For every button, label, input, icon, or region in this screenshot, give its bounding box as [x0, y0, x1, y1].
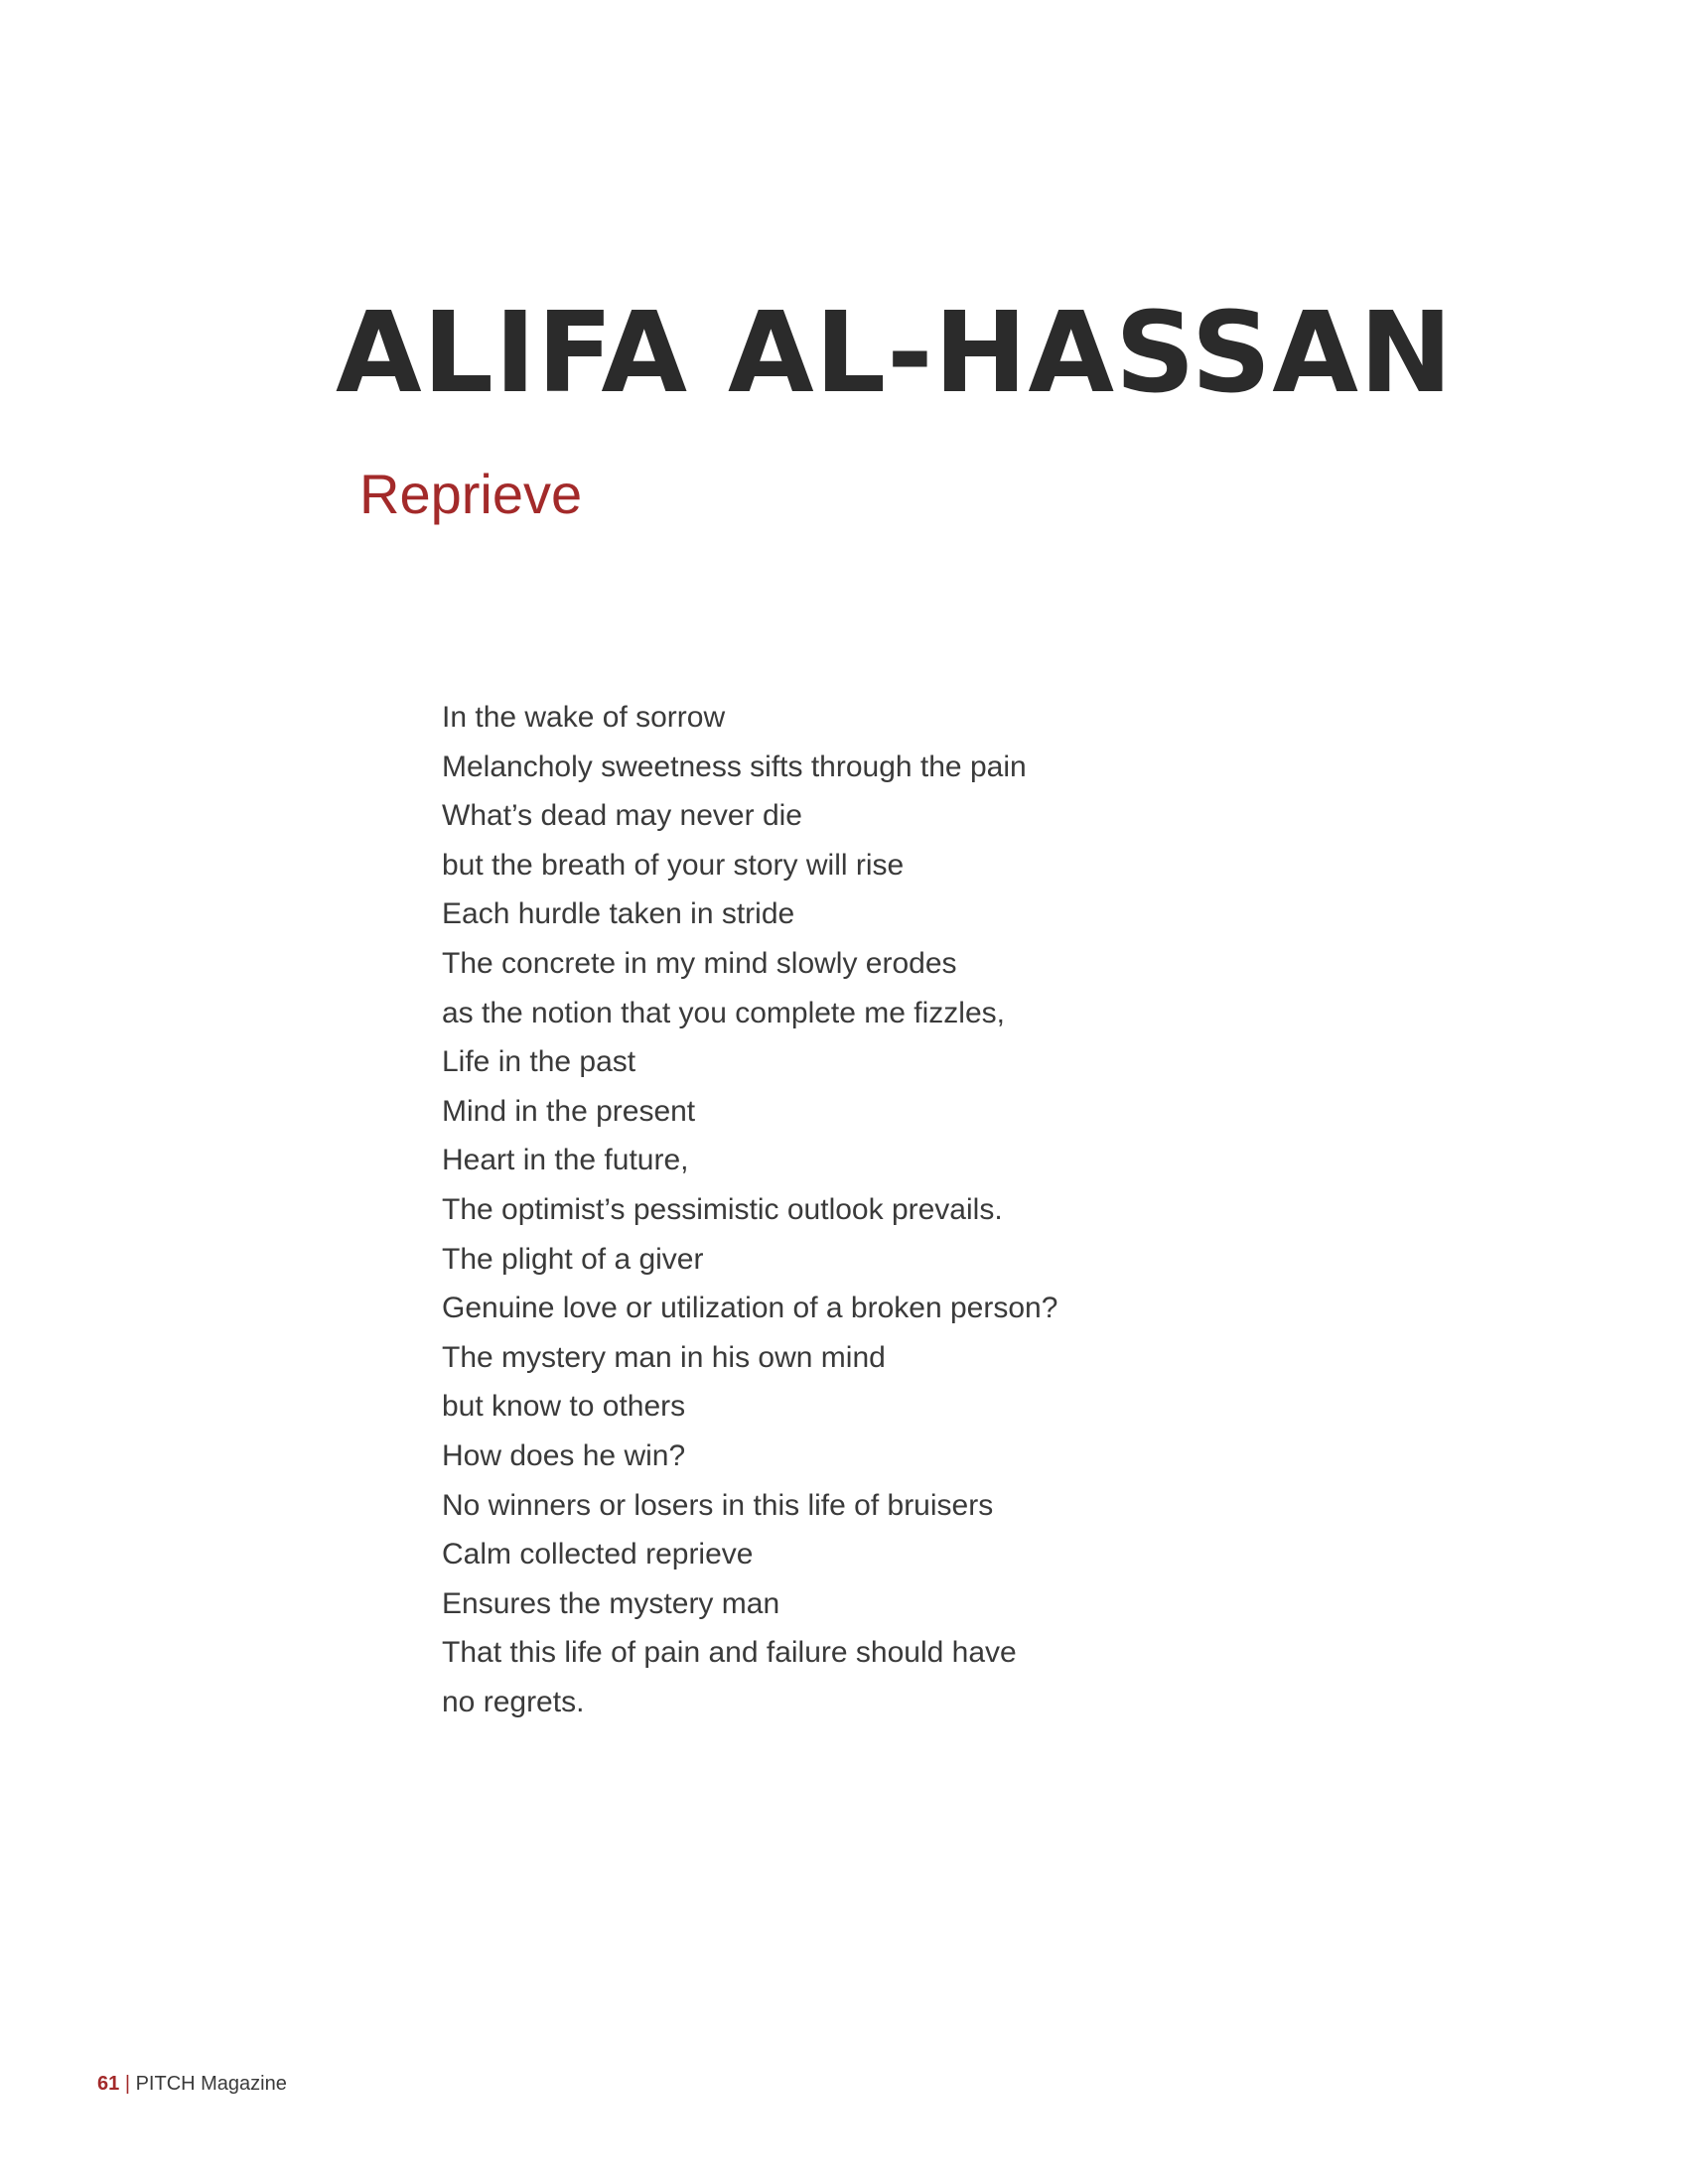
page-footer: [97, 2072, 287, 2096]
poem-line: In the wake of sorrow: [442, 701, 726, 734]
poem-line: as the notion that you complete me fizzles,: [442, 996, 1005, 1029]
poem-line: Heart in the future,: [442, 1144, 689, 1177]
poem-line: How does he win?: [442, 1438, 686, 1472]
poem-line: Each hurdle taken in stride: [442, 897, 795, 931]
poem-line: The mystery man in his own mind: [442, 1340, 886, 1374]
poem-title: Reprieve: [359, 463, 583, 525]
poem-line: Life in the past: [442, 1045, 636, 1079]
publication-name: PITCH Magazine: [135, 2073, 287, 2095]
poem-line: What’s dead may never die: [442, 799, 802, 833]
poem-line: The plight of a giver: [442, 1242, 704, 1276]
poem-line: Mind in the present: [442, 1094, 696, 1128]
poem-body: [442, 693, 1057, 1726]
poem-line: The concrete in my mind slowly erodes: [442, 946, 957, 980]
poem-line: but know to others: [442, 1390, 686, 1424]
page-number: 61: [97, 2073, 120, 2095]
author-name: ALIFA AL-HASSAN: [336, 289, 1454, 418]
poem-line: Melancholy sweetness sifts through the pain: [442, 750, 1027, 783]
poem-line: Genuine love or utilization of a broken person?: [442, 1292, 1058, 1325]
poem-line: Calm collected reprieve: [442, 1538, 754, 1571]
poem-line: That this life of pain and failure should have: [442, 1636, 1017, 1670]
poem-line: Ensures the mystery man: [442, 1586, 780, 1620]
poem-line: The optimist’s pessimistic outlook prevails.: [442, 1192, 1003, 1226]
poem-line: no regrets.: [442, 1685, 585, 1718]
poem-line: No winners or losers in this life of bruisers: [442, 1488, 994, 1522]
poem-line: but the breath of your story will rise: [442, 848, 905, 882]
footer-separator: |: [124, 2073, 131, 2095]
